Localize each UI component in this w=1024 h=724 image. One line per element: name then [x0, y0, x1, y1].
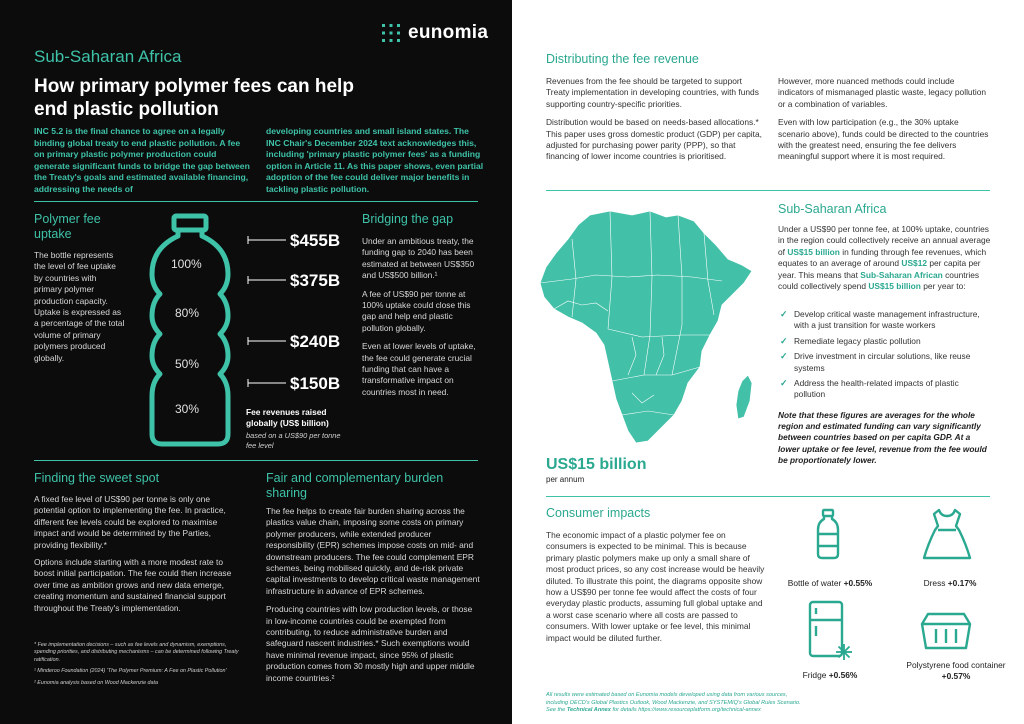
ssa-text: countries could collectively spend — [778, 269, 980, 292]
footnotes — [34, 642, 244, 687]
footer-line-2: including OECD's Global Plastics Outlook, Wood Mackenzie, and SYSTEMIQ's Global Rules Scenario. — [546, 699, 801, 706]
distributing-col-2 — [778, 76, 990, 163]
item-name: Polystyrene food container — [906, 660, 1006, 670]
footnote-2: ¹ Minderoo Foundation (2024) 'The Polymer Premium: A Fee on Plastic Pollution' — [34, 668, 227, 675]
water-bottle-icon — [815, 508, 841, 560]
ssa-text: in funding through fee revenues, which equates to an average of around — [778, 246, 987, 269]
ssa-heading: Sub-Saharan Africa — [778, 202, 887, 216]
ssa-note: Note that these figures are averages for the whole region and estimated funding can vary significantly between countries based on per capita GDP. At a lower uptake or fee level, revenue from the fee would be proportionately lower. — [778, 410, 987, 465]
value-pointers — [246, 228, 290, 398]
item-dress-label — [902, 578, 998, 589]
page-title: How primary polymer fees can help end plastic pollution — [34, 76, 354, 120]
dress-icon — [922, 508, 972, 562]
sweet-p2: Options include starting with a more modest rate to boost initial participation. The fee could then increase over time as ambition grows and new data emerge, creating momentum and sustained financial support throughout the Treaty's implementation. — [34, 557, 232, 613]
bridging-p2: A fee of US$90 per tonne at 100% uptake could close this gap and help end plastic pollution globally. — [362, 288, 471, 333]
region-label: Sub-Saharan Africa — [34, 47, 182, 66]
eunomia-logo-icon — [380, 22, 402, 44]
technical-annex-link[interactable]: Technical Annex — [566, 707, 611, 714]
uptake-80-label: 80% — [175, 306, 200, 320]
eunomia-logo — [380, 22, 488, 44]
revenue-100-value: $455B — [290, 231, 341, 250]
distributing-col-1 — [546, 76, 766, 163]
funding-total-value: US$15 billion — [546, 456, 647, 473]
list-item: ✓ Remediate legacy plastic pollution — [778, 336, 992, 347]
ssa-bullets — [778, 309, 992, 405]
distributing-p1: Revenues from the fee should be targeted to support Treaty implementation in developing countries, with funds supporting country-specific priorities. — [546, 76, 759, 109]
footer-line-3 — [546, 707, 966, 715]
sweet-p1: A fixed fee level of US$90 per tonne is only one potential option to implementing the fee. In practice, different fee levels could be explored to maximise impact and would be determined by the Parties, providing flexibility.* — [34, 494, 226, 550]
divider — [546, 190, 990, 191]
footer-line-1: All results were estimated based on Eunomia models developed using data from various sources, — [546, 692, 788, 698]
divider — [34, 460, 478, 461]
bridging-heading: Bridging the gap — [362, 212, 454, 226]
right-panel — [512, 0, 1024, 724]
revenue-caption-note: based on a US$90 per tonne fee level — [246, 431, 341, 450]
consumer-heading: Consumer impacts — [546, 506, 651, 520]
polymer-heading: Polymer fee uptake — [34, 212, 101, 241]
item-value: +0.56% — [828, 670, 858, 680]
distributing-p2: Distribution would be based on needs-based allocations.* This paper uses gross domestic product (GDP) per capita, adjusted for purchasing power parity (PPP), so that financing of lower income countries is prioritised. — [546, 117, 762, 162]
uptake-100-label: 100% — [171, 257, 202, 271]
fair-p1: The fee helps to create fair burden sharing across the plastics value chain, imposing some costs on primary polymer producers, while extended producer responsibility (EPR) schemes impose costs on mid- and downstream producers. The fee could complement EPR schemes, being mobilised quickly, and de-risk private capital investments to develop critical waste management infrastructure in advance of EPR schemes. — [266, 506, 480, 596]
footer-url[interactable]: for details https://www.resourceplatform.org/technical-annex — [610, 707, 761, 714]
revenue-caption — [246, 407, 346, 451]
divider — [546, 496, 990, 497]
ssa-highlight-region: Sub-Saharan African — [860, 269, 943, 280]
ssa-body — [778, 224, 992, 292]
fair-p2: Producing countries with low production levels, or those in low-income countries could be exempted from contributing, to reduce administrative burden and safeguard nascent industries.* Such exemptions would have minimal revenue impact, since 95% of plastic production comes from 30 mostly high and upper middle income countries.² — [266, 604, 475, 683]
item-name: Bottle of water — [787, 578, 842, 588]
revenue-80-value: $375B — [290, 271, 341, 290]
footer-text: See the — [546, 707, 567, 714]
distributing-p4: Even with low participation (e.g., the 30% uptake scenario above), funds could be directed to the countries with the greatest need, ensuring the fee delivers meaningful support where it is most required. — [778, 117, 989, 162]
footer-note — [546, 692, 966, 715]
item-value: +0.57% — [941, 671, 971, 681]
list-item: ✓ Develop critical waste management infrastructure, with a just transition for waste workers — [778, 309, 992, 332]
intro-col-1: INC 5.2 is the final chance to agree on a legally binding global treaty to end plastic pollution. A fee on primary plastic polymer production could generate significant funds to bridge the gap between the Treaty's goals and estimated available financing, addressing the needs of — [34, 126, 250, 194]
distributing-heading: Distributing the fee revenue — [546, 52, 699, 66]
sweet-body — [34, 494, 242, 614]
ssa-highlight-per-capita: US$12 — [901, 258, 928, 269]
polymer-body: The bottle represents the level of fee uptake by countries with primary polymer production capacity. Uptake is expressed as a percentage of the total volume of primary polymers produced globally. — [34, 250, 125, 363]
uptake-30-label: 30% — [175, 402, 200, 416]
logo-text: eunomia — [408, 22, 489, 43]
list-item: ✓ Drive investment in circular solutions, like reuse systems — [778, 351, 992, 374]
revenue-50-value: $240B — [290, 332, 341, 351]
item-value: +0.55% — [843, 578, 873, 588]
list-item: ✓ Address the health-related impacts of plastic pollution — [778, 378, 992, 401]
divider — [34, 201, 478, 202]
ssa-text: per year to: — [920, 281, 966, 292]
funding-total-unit: per annum — [546, 475, 585, 484]
uptake-50-label: 50% — [175, 357, 200, 371]
item-fridge-label — [770, 670, 890, 681]
ssa-highlight-total: US$15 billion — [787, 246, 840, 257]
ssa-text: Under a US$90 per tonne fee, at 100% uptake, countries in the region could collectively receive an annual average of — [778, 224, 991, 257]
fair-body — [266, 506, 480, 684]
fair-heading: Fair and complementary burden sharing — [266, 471, 444, 500]
bridging-body — [362, 236, 480, 398]
fridge-icon — [808, 600, 852, 662]
item-value: +0.17% — [947, 578, 977, 588]
item-name: Fridge — [802, 670, 827, 680]
revenue-30-value: $150B — [290, 374, 341, 393]
intro-col-2: developing countries and small island states. The INC Chair's December 2024 text acknowledges this, including 'primary plastic polymer fees' as a funding option in Article 11. As this paper shows, even partial adoption of the fee could deliver major benefits in tackling plastic pollution. — [266, 126, 484, 194]
bridging-p3: Even at lower levels of uptake, the fee could generate crucial funding that can have a transformative impact on countries most in need. — [362, 341, 476, 397]
item-container-label — [900, 660, 1012, 682]
revenue-caption-title: Fee revenues raised globally (US$ billion) — [246, 407, 329, 428]
ssa-text: per capita per year. This means that — [778, 258, 981, 280]
distributing-p3: However, more nuanced methods could include indicators of mismanaged plastic waste, legacy pollution or a combination of variables. — [778, 76, 987, 109]
food-container-icon — [918, 612, 974, 652]
item-name: Dress — [923, 578, 946, 588]
sweet-heading: Finding the sweet spot — [34, 471, 160, 485]
consumer-body: The economic impact of a plastic polymer fee on consumers is expected to be minimal. This is because primary plastic polymers make up only a small share of most product prices, so any cost increase would be heavily diluted. To illustrate this point, the diagrams opposite show how a US$90 per tonne fee would affect the costs of four everyday plastic products, assuming full global uptake and a worst case scenario where all costs are passed to consumers. With lower uptake or fee level, this minimal impact would be diluted further. — [546, 530, 765, 643]
item-bottle-label — [770, 578, 890, 589]
footnote-1: * Fee implementation decisions – such as fee levels and dynamism, exemptions, spending priorities, and distributing mechanisms – can be determined following Treaty ratification. — [34, 642, 239, 663]
footnote-3: ² Eunomia analysis based on Wood Mackenzie data — [34, 679, 159, 686]
africa-map — [532, 205, 764, 455]
ssa-highlight-spend: US$15 billion — [868, 281, 921, 292]
bridging-p1: Under an ambitious treaty, the funding gap to 2040 has been estimated at between US$350 and US$500 billion.¹ — [362, 236, 475, 281]
